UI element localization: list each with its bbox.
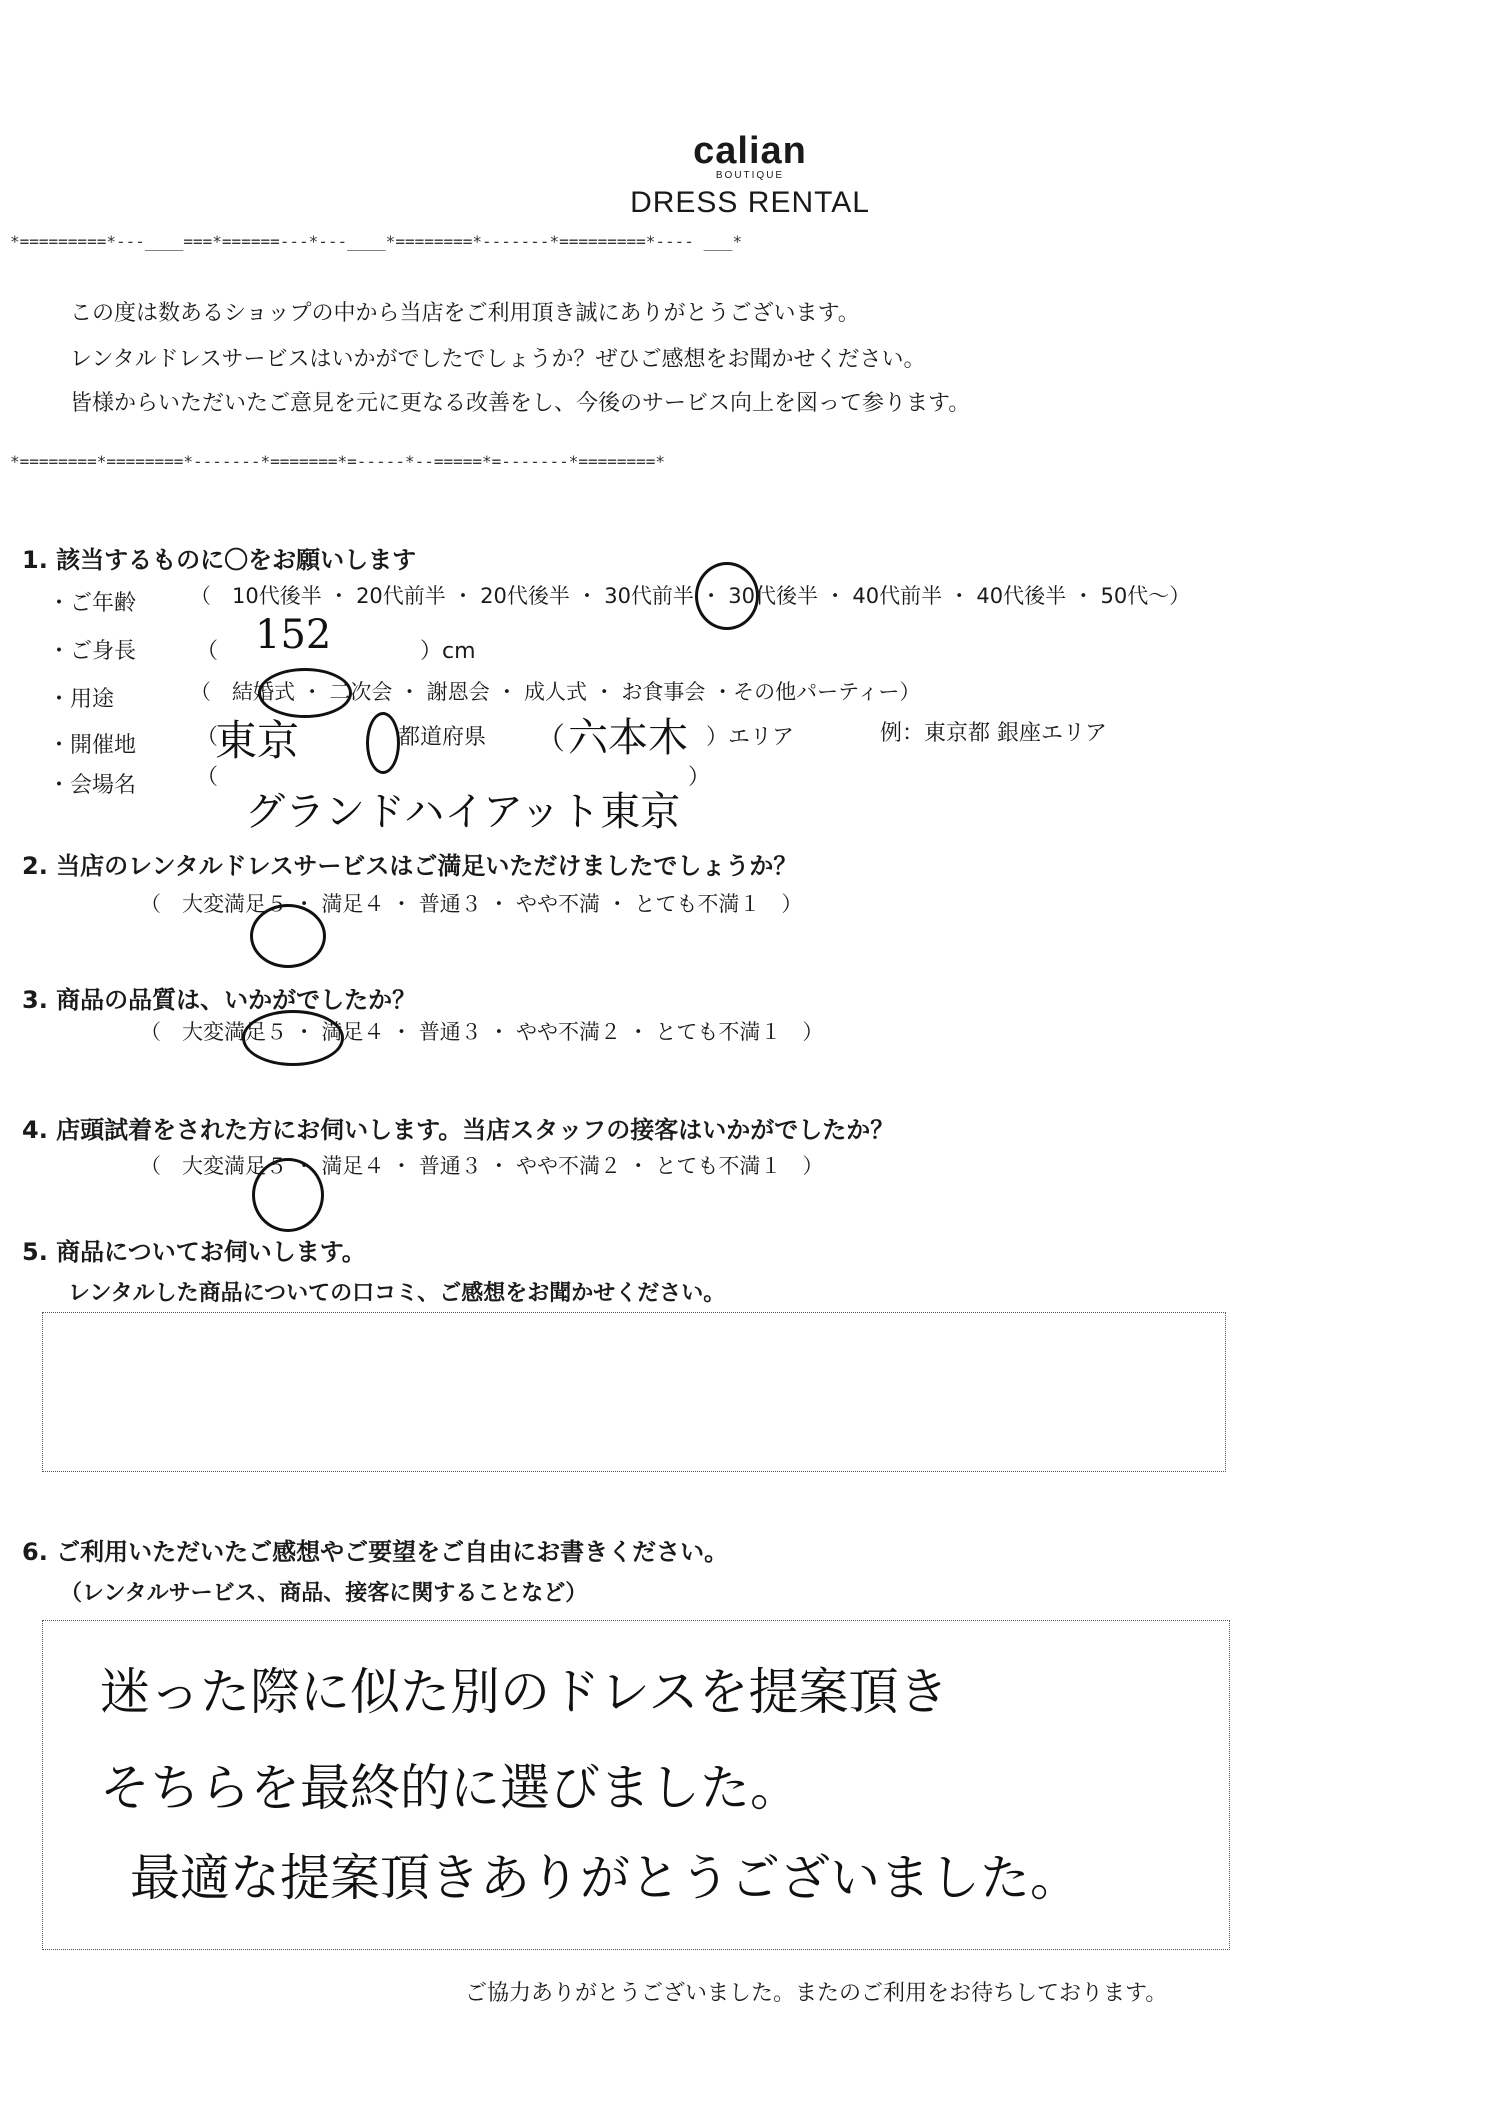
q1-title: 1. 該当するものに〇をお願いします [22, 546, 417, 574]
purpose-options: （ 結婚式 ・ 二次会 ・ 謝恩会 ・ 成人式 ・ お食事会 ・その他パーティー） [190, 680, 921, 704]
purpose-label: ・用途 [48, 687, 115, 712]
q3-options: （ 大変満足５ ・ 満足４ ・ 普通３ ・ やや不満２ ・ とても不満１ ） [140, 1020, 824, 1044]
prefecture-suffix: 都道府県 [398, 725, 487, 750]
q2-selection-circle [250, 904, 326, 968]
venue-open-paren: （ [196, 725, 219, 750]
venue-name-close-paren: ） [688, 765, 711, 790]
divider-top: *=========*---____===*======---*---____*========*-------*=========*---- ___* [10, 232, 743, 251]
area-suffix: ）エリア [706, 725, 795, 750]
venue-name-label: ・会場名 [48, 773, 137, 798]
q2-options: （ 大変満足５ ・ 満足４ ・ 普通３ ・ やや不満 ・ とても不満１ ） [140, 892, 803, 916]
height-unit: ）cm [420, 639, 476, 664]
intro-line-2: レンタルドレスサービスはいかがでしたでしょうか？ぜひご感想をお聞かせください。 [70, 347, 926, 372]
age-options: （ 10代後半 ・ 20代前半 ・ 20代後半 ・ 30代前半 ・ 30代後半 ・ 40代前半 ・ 40代後半 ・ 50代～） [190, 584, 1191, 608]
area-value: 六本木 [568, 715, 688, 761]
area-open-paren: （ [535, 722, 565, 757]
age-selection-circle [695, 562, 759, 630]
q6-title: 6. ご利用いただいたご感想やご要望をご自由にお書きください。 [22, 1538, 729, 1566]
intro-line-3: 皆様からいただいたご意見を元に更なる改善をし、今後のサービス向上を図って参ります。 [70, 391, 971, 416]
q4-title: 4. 店頭試着をされた方にお伺いします。当店スタッフの接客はいかがでしたか？ [22, 1116, 895, 1144]
age-label: ・ご年齢 [48, 591, 137, 616]
q5-comment-box[interactable] [42, 1312, 1226, 1472]
q3-title: 3. 商品の品質は、いかがでしたか？ [22, 986, 417, 1014]
q4-options: （ 大変満足５ ・ 満足４ ・ 普通３ ・ やや不満２ ・ とても不満１ ） [140, 1154, 824, 1178]
height-label: ・ご身長 [48, 639, 137, 664]
venue-example: 例：東京都 銀座エリア [880, 721, 1107, 746]
venue-name-value: グランドハイアット東京 [245, 789, 681, 835]
q4-selection-circle [252, 1158, 324, 1232]
q6-subtitle: （レンタルサービス、商品、接客に関することなど） [60, 1581, 588, 1606]
q5-subtitle: レンタルした商品についての口コミ、ご感想をお聞かせください。 [68, 1281, 726, 1306]
divider-bottom: *========*========*-------*=======*=-----*--=====*=-------*========* [10, 452, 666, 471]
prefecture-value: 東京 [215, 716, 300, 765]
venue-name-open-paren: （ [196, 765, 219, 790]
form-title: DRESS RENTAL [630, 186, 870, 219]
venue-area-label: ・開催地 [48, 733, 137, 758]
footer-thanks: ご協力ありがとうございました。またのご利用をお待ちしております。 [465, 1981, 1168, 2006]
intro-line-1: この度は数あるショップの中から当店をご利用頂き誠にありがとうございます。 [70, 301, 860, 326]
brand-subtitle: BOUTIQUE [715, 170, 785, 181]
q2-title: 2. 当店のレンタルドレスサービスはご満足いただけましたでしょうか？ [22, 852, 798, 880]
q3-selection-circle [242, 1010, 344, 1066]
q6-answer-line-1: 迷った際に似た別のドレスを提案頂き [100, 1663, 949, 1721]
brand-logo: calian [693, 130, 807, 172]
height-value: 152 [255, 612, 332, 658]
q6-answer-line-2: そちらを最終的に選びました。 [100, 1759, 800, 1817]
q5-title: 5. 商品についてお伺いします。 [22, 1238, 366, 1266]
prefecture-selection-circle [366, 712, 400, 774]
q6-answer-line-3: 最適な提案頂きありがとうございました。 [130, 1849, 1080, 1907]
height-open-paren: （ [196, 639, 219, 664]
